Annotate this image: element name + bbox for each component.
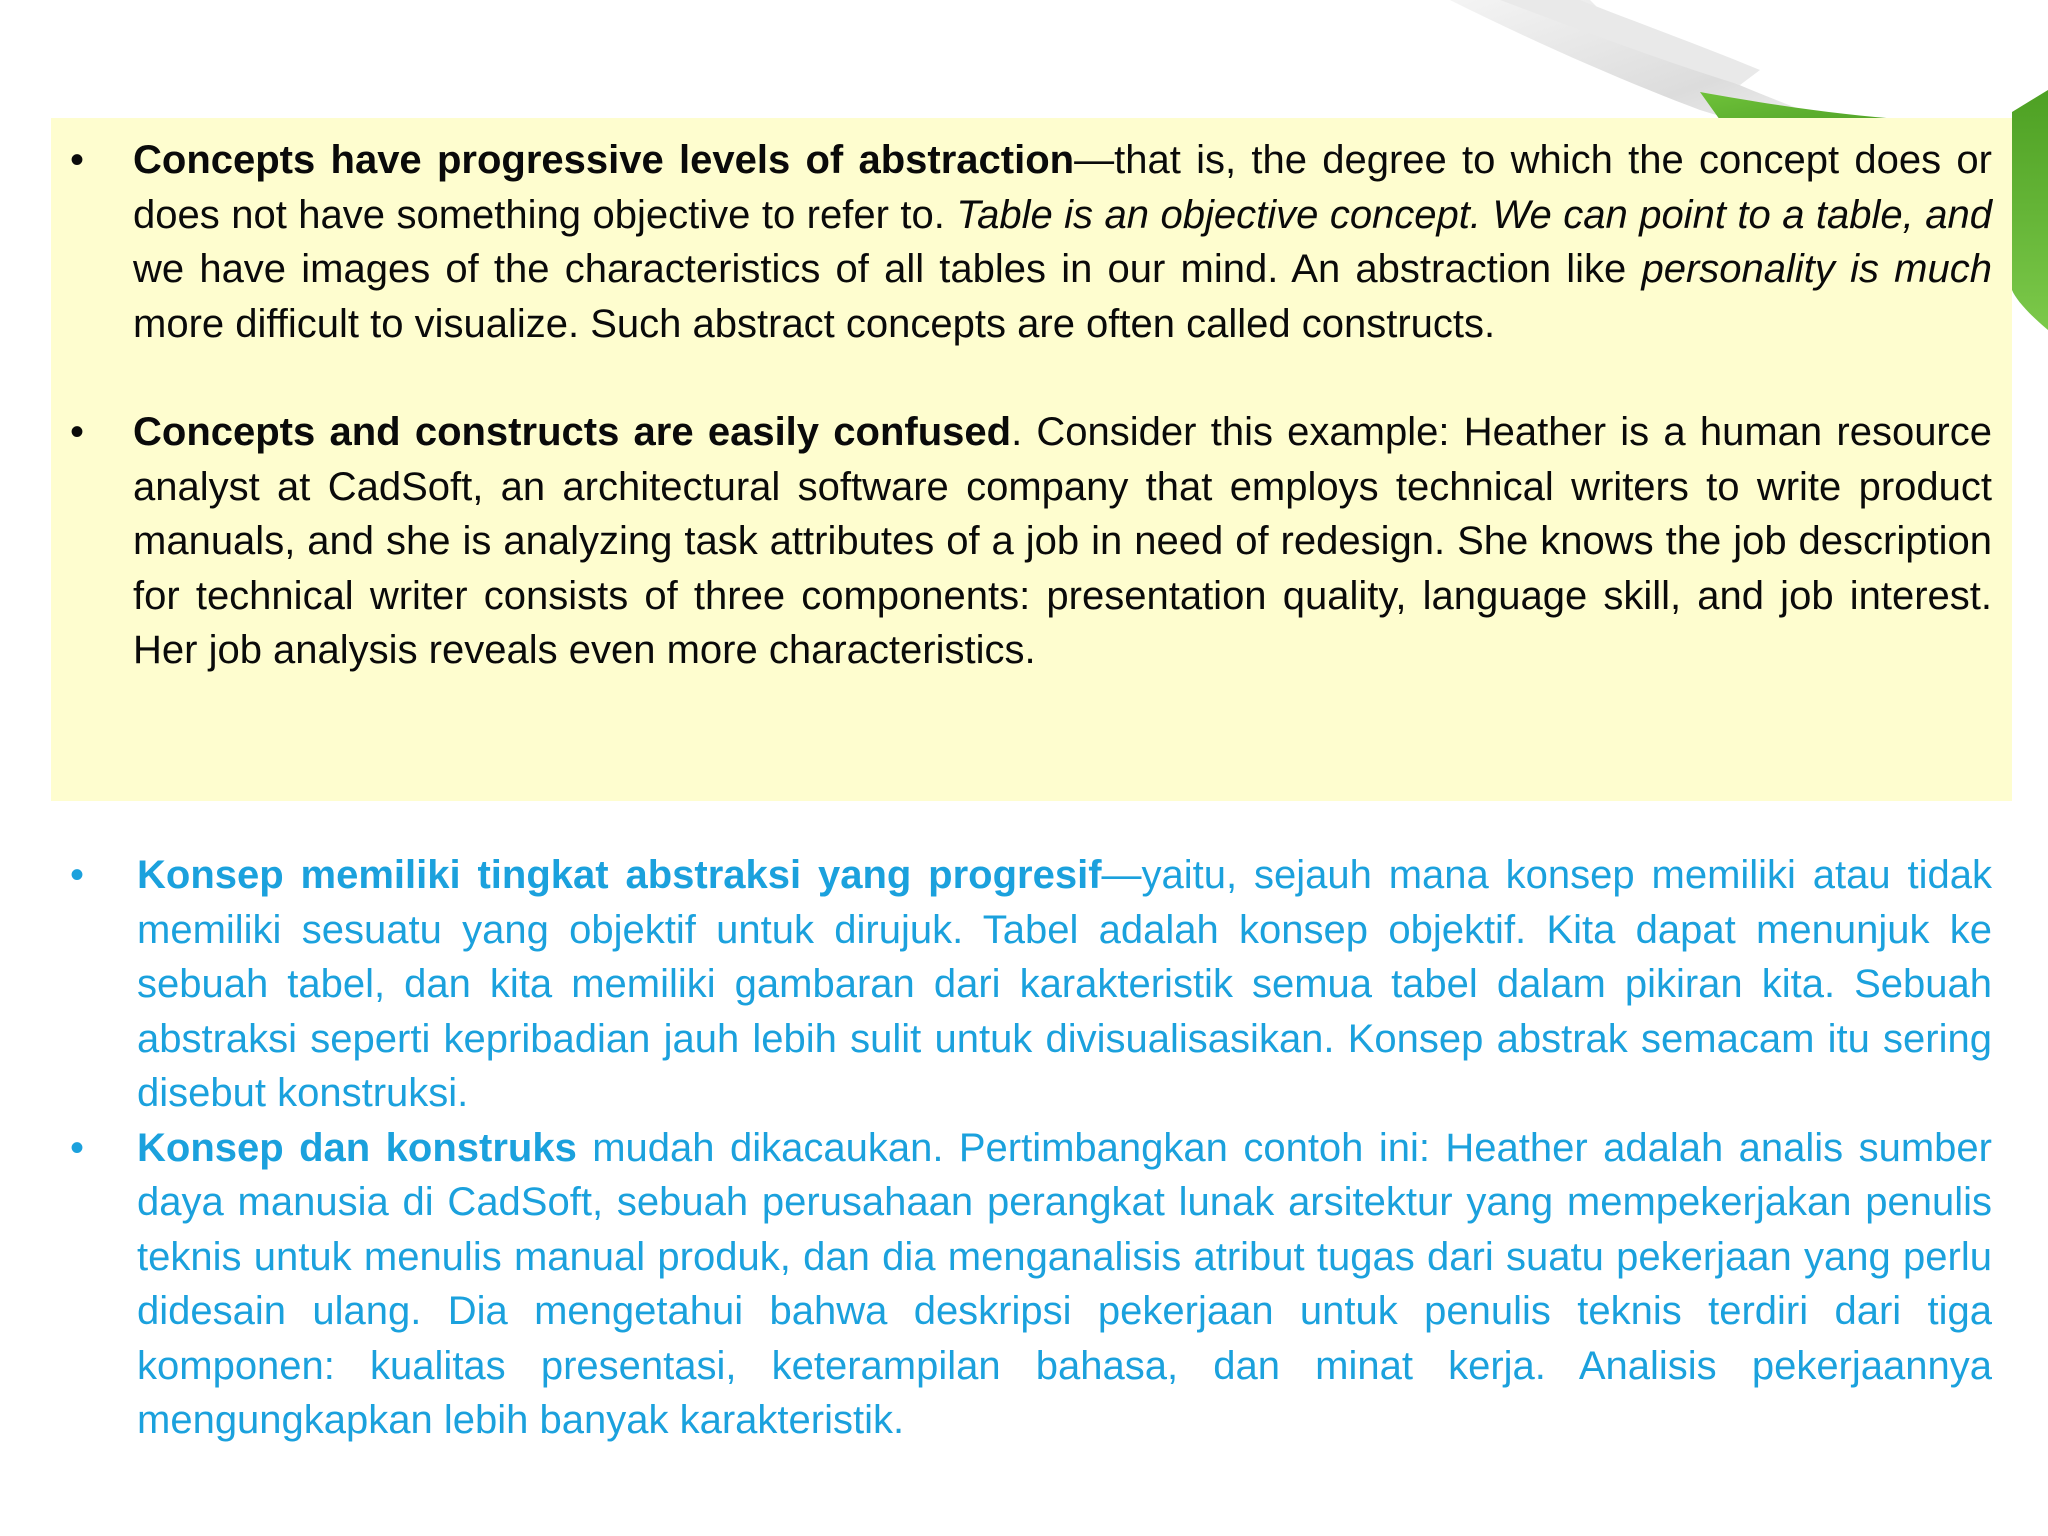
english-bullet-2-heading: Concepts and constructs are easily confused	[133, 410, 1012, 454]
bullet-marker: •	[70, 1125, 85, 1170]
english-bullet-1-italic-1: Table is an objective concept. We can point to a table, and	[956, 192, 1992, 237]
indonesian-bullet-1-body-1: —yaitu, sejauh mana konsep memiliki atau tidak memiliki sesuatu yang objektif untuk dirujuk. Tabel adalah konsep objektif. Kita dapat menunjuk ke sebuah tabel, dan kita memiliki gambaran dari karakteristik semua tabel dalam pikiran kita. Sebuah abstraksi seperti kepribadian jauh lebih sulit untuk divisualisasikan. Konsep abstrak semacam itu sering disebut konstruksi.	[137, 853, 1992, 1115]
english-bullet-1	[0, 133, 2048, 351]
indonesian-bullet-1-text	[137, 848, 1992, 1121]
english-bullet-1-heading: Concepts have progressive levels of abstraction	[133, 138, 1075, 182]
english-bullet-1-body-2: we have images of the characteristics of all tables in our mind. An abstraction like	[133, 247, 1642, 291]
indonesian-bullet-list	[0, 848, 2048, 1448]
english-bullet-1-body-1: —that is, the degree to which the concept does or does not have something objective to refer to.	[133, 138, 1992, 237]
english-bullet-1-text	[133, 133, 1992, 351]
bullet-marker: •	[70, 410, 85, 454]
indonesian-bullet-2-body-1: mudah dikacaukan. Pertimbangkan contoh ini: Heather adalah analis sumber daya manusia di CadSoft, sebuah perusahaan perangkat lunak arsitektur yang mempekerjakan penulis teknis untuk menulis manual produk, dan dia menganalisis atribut tugas dari suatu pekerjaan yang perlu didesain ulang. Dia mengetahui bahwa deskripsi pekerjaan untuk penulis teknis terdiri dari tiga komponen: kualitas presentasi, keterampilan bahasa, dan minat kerja. Analisis pekerjaannya mengungkapkan lebih banyak karakteristik.	[137, 1125, 1992, 1442]
indonesian-bullet-2	[0, 1121, 2048, 1448]
bullet-marker: •	[70, 853, 85, 897]
english-bullet-2-text	[133, 405, 1992, 678]
english-bullet-list	[0, 133, 2048, 678]
indonesian-bullet-1	[0, 848, 2048, 1121]
indonesian-bullet-1-heading: Konsep memiliki tingkat abstraksi yang progresif	[137, 853, 1102, 897]
bullet-spacer	[0, 351, 2048, 405]
indonesian-bullet-2-heading: Konsep dan konstruks	[137, 1125, 577, 1170]
indonesian-bullet-2-text	[137, 1121, 1992, 1448]
english-bullet-1-body-3: more difficult to visualize. Such abstract concepts are often called constructs.	[133, 301, 1496, 346]
bullet-marker: •	[70, 138, 85, 182]
english-bullet-1-italic-2: personality is much	[1641, 247, 1992, 291]
english-bullet-2	[0, 405, 2048, 678]
english-bullet-2-body-1: . Consider this example: Heather is a human resource analyst at CadSoft, an architectural software company that employs technical writers to write product manuals, and she is analyzing task attributes of a job in need of redesign. She knows the job description for technical writer consists of three components: presentation quality, language skill, and job interest. Her job analysis reveals even more characteristics.	[133, 410, 1993, 672]
